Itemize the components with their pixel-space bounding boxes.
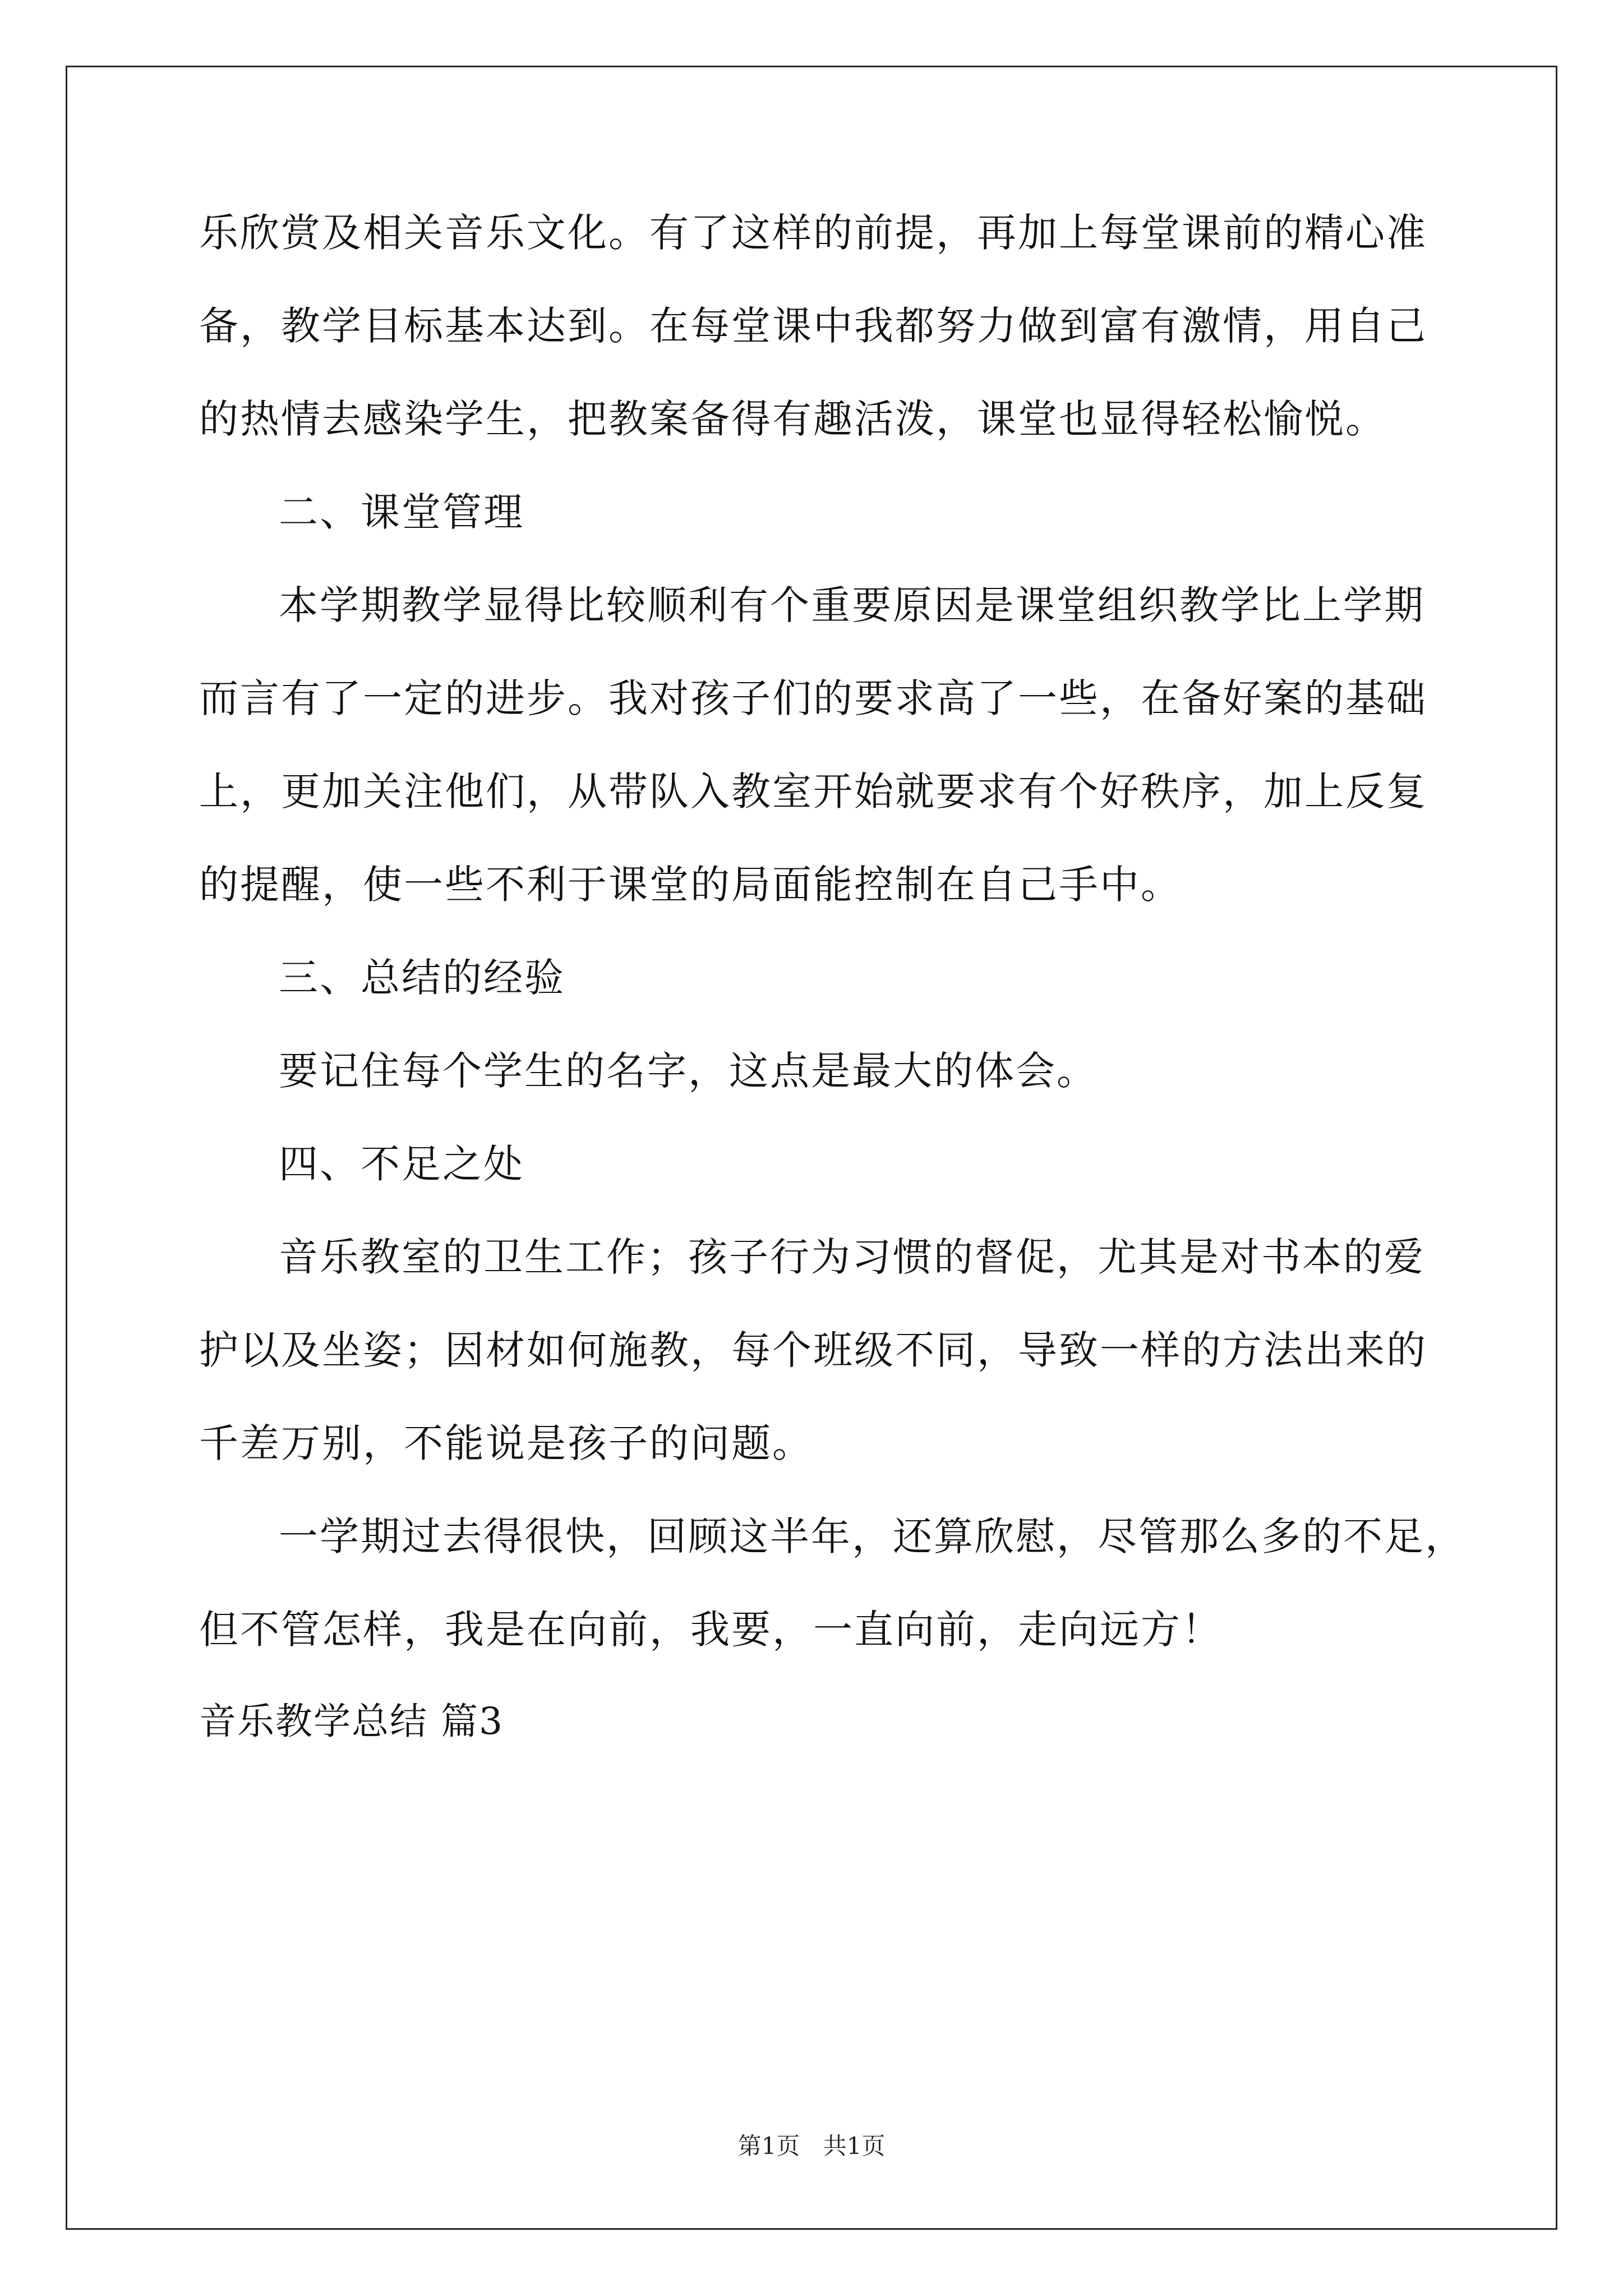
paragraph-line: 本学期教学显得比较顺利有个重要原因是课堂组织教学比上学期 xyxy=(279,582,1425,628)
heading-shortcomings: 四、不足之处 xyxy=(279,1141,524,1187)
page-number: 第1页 xyxy=(737,2132,800,2160)
paragraph-line: 千差万别，不能说是孩子的问题。 xyxy=(199,1420,813,1466)
page-total: 共1页 xyxy=(823,2132,886,2160)
paragraph-line: 乐欣赏及相关音乐文化。有了这样的前提，再加上每堂课前的精心准 xyxy=(199,210,1427,256)
page-footer xyxy=(0,2134,1623,2158)
paragraph-line: 要记住每个学生的名字，这点是最大的体会。 xyxy=(279,1048,1098,1094)
paragraph-line: 的热情去感染学生，把教案备得有趣活泼，课堂也显得轻松愉悦。 xyxy=(199,396,1386,442)
paragraph-line: 上，更加关注他们，从带队入教室开始就要求有个好秩序，加上反复 xyxy=(199,769,1427,815)
paragraph-line: 备，教学目标基本达到。在每堂课中我都努力做到富有激情，用自己 xyxy=(199,303,1427,349)
heading-experience: 三、总结的经验 xyxy=(279,955,565,1001)
paragraph-line: 护以及坐姿；因材如何施教，每个班级不同，导致一样的方法出来的 xyxy=(199,1327,1427,1373)
paragraph-line: 的提醒，使一些不利于课堂的局面能控制在自己手中。 xyxy=(199,862,1182,908)
paragraph-line: 一学期过去得很快，回顾这半年，还算欣慰，尽管那么多的不足， xyxy=(279,1513,1466,1559)
paragraph-line: 而言有了一定的进步。我对孩子们的要求高了一些，在备好案的基础 xyxy=(199,675,1427,721)
section-title: 音乐教学总结 篇3 xyxy=(199,1700,504,1743)
paragraph-line: 音乐教室的卫生工作；孩子行为习惯的督促，尤其是对书本的爱 xyxy=(279,1234,1425,1280)
heading-classroom-management: 二、课堂管理 xyxy=(279,489,524,535)
paragraph-line: 但不管怎样，我是在向前，我要，一直向前，走向远方！ xyxy=(199,1607,1223,1653)
